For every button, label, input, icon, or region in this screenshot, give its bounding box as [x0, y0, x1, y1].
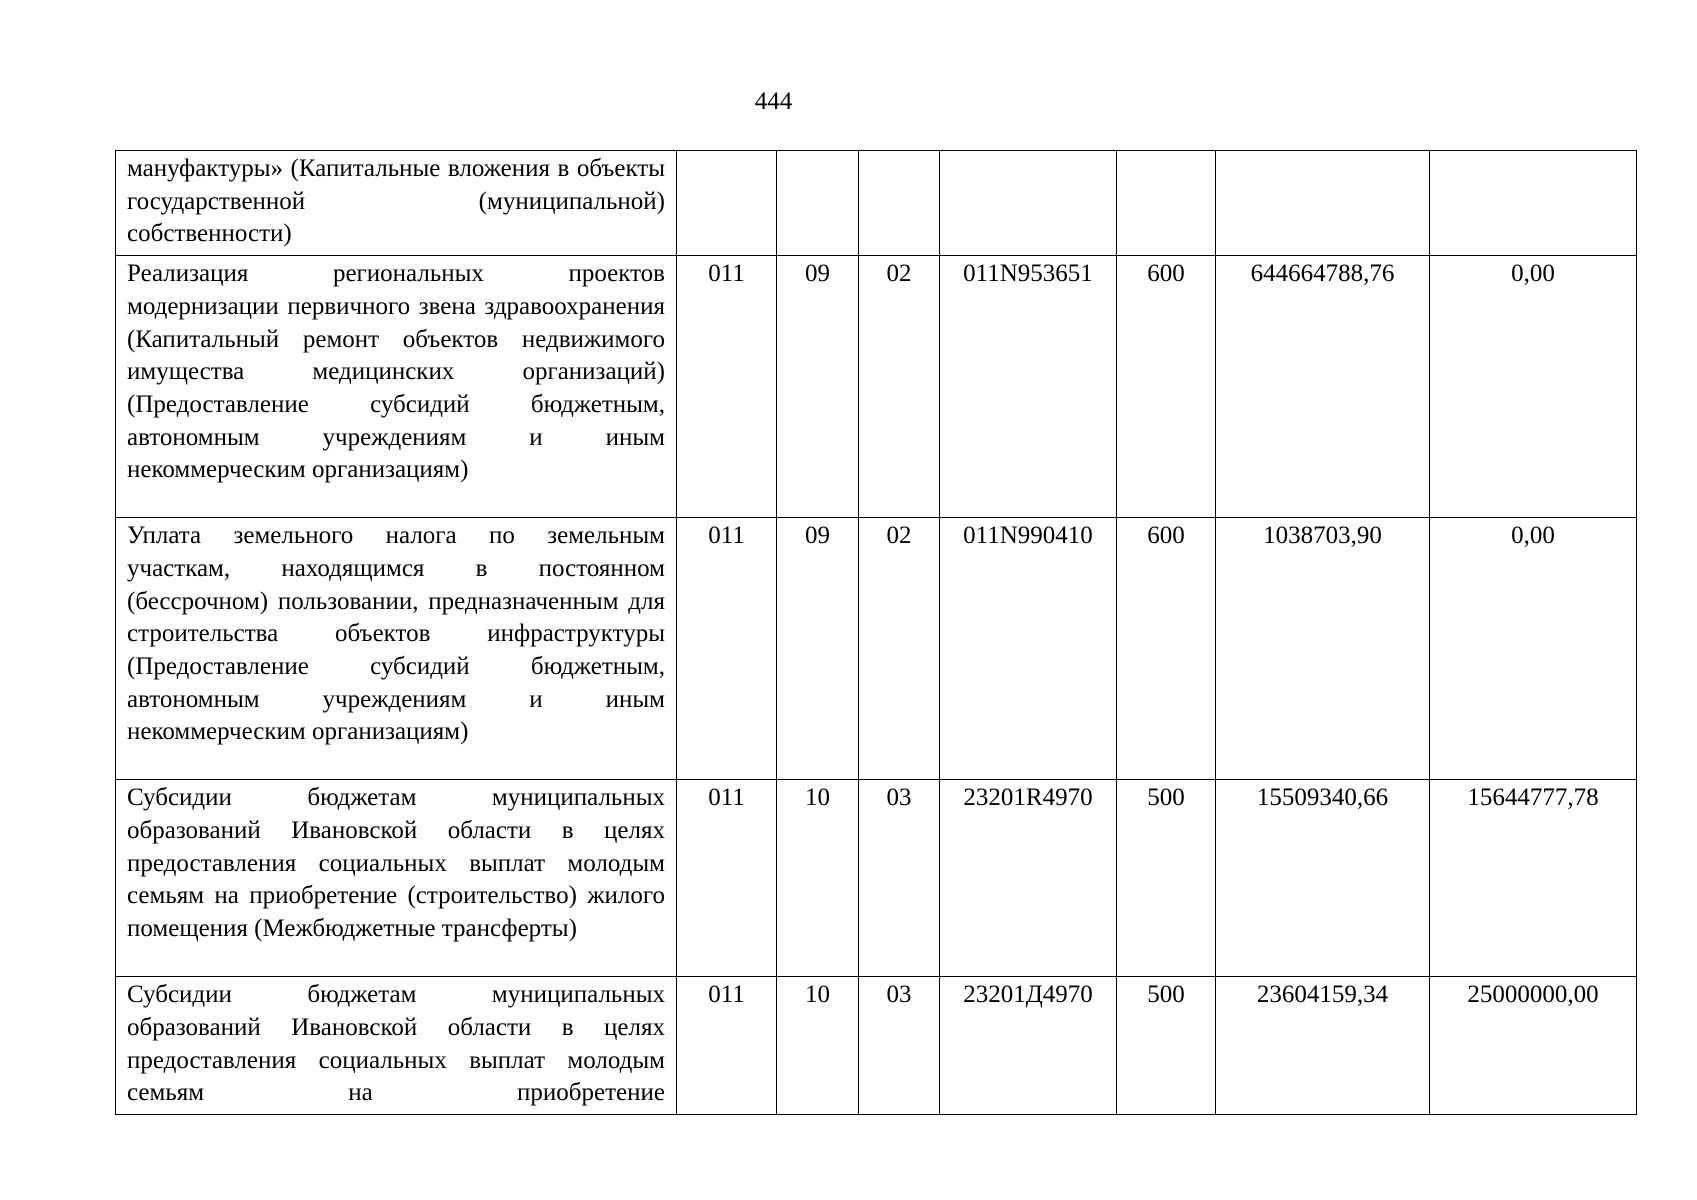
target-article-code — [940, 151, 1117, 256]
page-number — [0, 87, 1697, 117]
expense-type-code: 600 — [1117, 518, 1216, 780]
ministry-code: 011 — [677, 780, 777, 977]
target-article-code: 23201R4970 — [940, 780, 1117, 977]
subsection-code: 03 — [859, 977, 940, 1115]
section-code: 10 — [777, 977, 859, 1115]
table-row — [116, 977, 1637, 1115]
ministry-code: 011 — [677, 977, 777, 1115]
amount-year-1 — [1216, 151, 1430, 256]
target-article-code: 011N953651 — [940, 256, 1117, 518]
amount-year-1: 15509340,66 — [1216, 780, 1430, 977]
expense-type-code — [1117, 151, 1216, 256]
amount-year-2: 0,00 — [1430, 256, 1637, 518]
expense-type-code: 500 — [1117, 977, 1216, 1115]
page-number-text: 444 — [754, 88, 793, 115]
subsection-code: 02 — [859, 256, 940, 518]
amount-year-1: 23604159,34 — [1216, 977, 1430, 1115]
section-code: 10 — [777, 780, 859, 977]
row-description: Субсидии бюджетам муниципальных образований Ивановской области в целях предоставления социальных выплат молодым семьям на приобретение (строительство) жилого помещения (Межбюджетные трансферты) — [116, 780, 677, 977]
table-row — [116, 256, 1637, 518]
table-row — [116, 151, 1637, 256]
row-description: Реализация региональных проектов модернизации первичного звена здравоохранения (Капитальный ремонт объектов недвижимого имущества медицинских организаций) (Предоставление субсидий бюджетным, автономным учреждениям и иным некоммерческим организациям) — [116, 256, 677, 518]
amount-year-1: 1038703,90 — [1216, 518, 1430, 780]
ministry-code: 011 — [677, 518, 777, 780]
subsection-code: 02 — [859, 518, 940, 780]
amount-year-2 — [1430, 151, 1637, 256]
subsection-code — [859, 151, 940, 256]
row-description: Субсидии бюджетам муниципальных образований Ивановской области в целях предоставления социальных выплат молодым семьям на приобретение — [116, 977, 677, 1115]
expense-type-code: 500 — [1117, 780, 1216, 977]
amount-year-1: 644664788,76 — [1216, 256, 1430, 518]
row-description: Уплата земельного налога по земельным участкам, находящимся в постоянном (бессрочном) пользовании, предназначенным для строительства объектов инфраструктуры (Предоставление субсидий бюджетным, автономным учреждениям и иным некоммерческим организациям) — [116, 518, 677, 780]
ministry-code — [677, 151, 777, 256]
ministry-code: 011 — [677, 256, 777, 518]
expense-type-code: 600 — [1117, 256, 1216, 518]
section-code: 09 — [777, 256, 859, 518]
subsection-code: 03 — [859, 780, 940, 977]
target-article-code: 011N990410 — [940, 518, 1117, 780]
amount-year-2: 15644777,78 — [1430, 780, 1637, 977]
section-code: 09 — [777, 518, 859, 780]
amount-year-2: 0,00 — [1430, 518, 1637, 780]
amount-year-2: 25000000,00 — [1430, 977, 1637, 1115]
row-description: мануфактуры» (Капитальные вложения в объекты государственной (муниципальной) собственности) — [116, 151, 677, 256]
target-article-code: 23201Д4970 — [940, 977, 1117, 1115]
section-code — [777, 151, 859, 256]
table-row — [116, 780, 1637, 977]
budget-table — [115, 150, 1637, 1115]
table-row — [116, 518, 1637, 780]
